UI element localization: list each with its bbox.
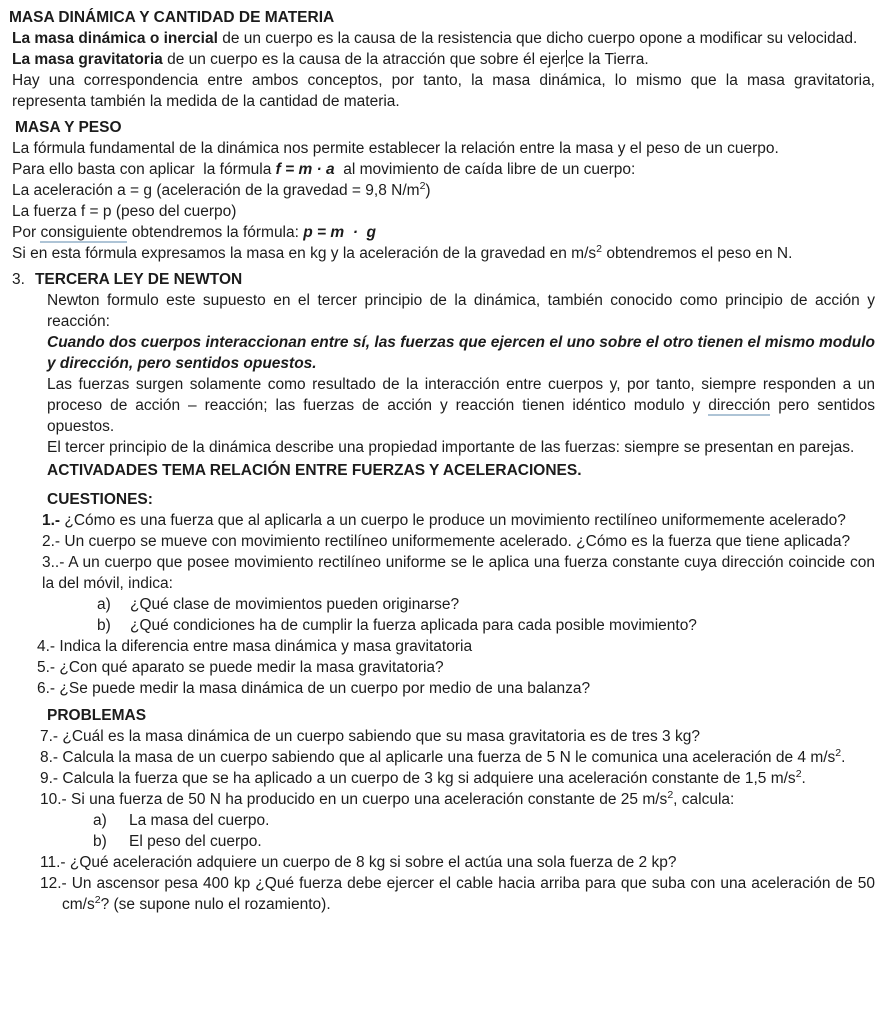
question-5: 5.- ¿Con qué aparato se puede medir la masa gravitatoria?	[37, 659, 444, 676]
problem-10-text: 10.- Si una fuerza de 50 N ha producido en un cuerpo una aceleración constante de 25 m/s	[40, 791, 668, 808]
newton-paragraph-4: El tercer principio de la dinámica describe una propiedad importante de las fuerzas: siempre se presentan en parejas.	[47, 439, 855, 456]
masa-peso-line-3	[12, 180, 875, 201]
item-b-label: b)	[97, 617, 111, 634]
superscript-2: 2	[835, 746, 842, 759]
intro-p2-text-after-caret: ce la Tierra.	[567, 51, 649, 68]
cuestiones-heading: CUESTIONES:	[47, 491, 153, 508]
masa-peso-line-2	[12, 159, 875, 180]
intro-p2-text-before-caret: de un cuerpo es la causa de la atracción que sobre él ejer	[162, 51, 566, 68]
item-b-text: ¿Qué condiciones ha de cumplir la fuerza aplicada para cada posible movimiento?	[130, 617, 697, 634]
superscript-2: 2	[94, 893, 101, 906]
item-b-label: b)	[93, 833, 107, 850]
masa-peso-l6-text-post: obtendremos el peso en N.	[602, 245, 793, 262]
masa-peso-l2-text: Para ello basta con aplicar la fórmula	[12, 161, 276, 178]
masa-peso-l3-text-post: )	[425, 182, 431, 199]
intro-p1-text: de un cuerpo es la causa de la resistencia que dicho cuerpo opone a modificar su velocidad.	[217, 30, 858, 47]
newton-section-heading	[12, 269, 875, 290]
newton-law-statement: Cuando dos cuerpos interaccionan entre sí, las fuerzas que ejercen el uno sobre el otro tienen el mismo modulo y dirección, pero sentidos opuestos.	[47, 334, 875, 372]
problemas-heading: PROBLEMAS	[47, 707, 147, 724]
newton-paragraph-1: Newton formulo este supuesto en el tercer principio de la dinámica, también conocido como principio de acción y reacción:	[47, 292, 875, 330]
item-a-text: La masa del cuerpo.	[129, 812, 270, 829]
newton-paragraph-3	[47, 374, 875, 437]
superscript-2: 2	[419, 179, 426, 192]
problem-10-text-post: , calcula:	[673, 791, 735, 808]
masa-peso-heading: MASA Y PESO	[15, 119, 122, 136]
problem-12-text-post: ? (se supone nulo el rozamiento).	[100, 896, 331, 913]
item-a-label: a)	[97, 596, 111, 613]
problem-9-text-post: .	[801, 770, 806, 787]
newton-p3-text: Las fuerzas surgen solamente como resultado de la interacción entre cuerpos y, por tanto, siempre responden a un proceso de acción – reacción; las fuerzas de acción y reacción tienen idéntico modulo y	[47, 376, 875, 414]
intro-p2-bold-lead: La masa gravitatoria	[12, 51, 163, 68]
item-b-text: El peso del cuerpo.	[129, 833, 262, 850]
superscript-2: 2	[795, 767, 802, 780]
masa-peso-line-5	[12, 222, 875, 243]
problem-10-item-a	[93, 810, 875, 831]
superscript-2: 2	[667, 788, 674, 801]
masa-peso-line-1: La fórmula fundamental de la dinámica nos permite establecer la relación entre la masa y el peso de un cuerpo.	[12, 140, 779, 157]
problem-8-text: 8.- Calcula la masa de un cuerpo sabiendo que al aplicarle una fuerza de 5 N le comunica una aceleración de 4 m/s	[40, 749, 836, 766]
masa-peso-l3-text: La aceleración a = g (aceleración de la gravedad = 9,8 N/m	[12, 182, 420, 199]
problem-9-text: 9.- Calcula la fuerza que se ha aplicado a un cuerpo de 3 kg si adquiere una aceleración constante de 1,5 m/s	[40, 770, 796, 787]
question-3-item-b	[97, 615, 875, 636]
problem-12-text: 12.- Un ascensor pesa 400 kp ¿Qué fuerza debe ejercer el cable hacia arriba para que suba con una aceleración de 50 cm/s	[40, 875, 875, 913]
problem-10-item-b	[93, 831, 875, 852]
problem-10	[12, 789, 875, 810]
masa-peso-line-4: La fuerza f = p (peso del cuerpo)	[12, 203, 237, 220]
problem-8-text-post: .	[841, 749, 846, 766]
formula-f-ma: f = m · a	[275, 161, 335, 178]
problem-12	[12, 873, 875, 915]
question-2: 2.- Un cuerpo se mueve con movimiento rectilíneo uniformemente acelerado. ¿Cómo es la fuerza que tiene aplicada?	[42, 533, 851, 550]
intro-paragraph-3: Hay una correspondencia entre ambos conceptos, por tanto, la masa dinámica, lo mismo que la masa gravitatoria, representa también la medida de la cantidad de materia.	[12, 72, 875, 110]
item-a-label: a)	[93, 812, 107, 829]
actividades-heading: ACTIVADADES TEMA RELACIÓN ENTRE FUERZAS Y ACELERACIONES.	[47, 462, 582, 479]
formula-p-mg: p = m · g	[303, 224, 377, 241]
intro-paragraph-1	[12, 28, 875, 49]
masa-peso-l6-text: Si en esta fórmula expresamos la masa en kg y la aceleración de la gravedad en m/s	[12, 245, 597, 262]
newton-p3-text-post: pero sentidos opuestos.	[47, 397, 875, 435]
intro-paragraph-2	[12, 49, 875, 70]
question-4: 4.- Indica la diferencia entre masa dinámica y masa gravitatoria	[37, 638, 473, 655]
problem-11: 11.- ¿Qué aceleración adquiere un cuerpo de 8 kg si sobre el actúa una sola fuerza de 2 kp?	[40, 854, 677, 871]
superscript-2: 2	[596, 242, 603, 255]
question-1	[42, 510, 875, 531]
masa-peso-line-6	[12, 243, 875, 264]
problem-7: 7.- ¿Cuál es la masa dinámica de un cuerpo sabiendo que su masa gravitatoria es de tres 3 kg?	[40, 728, 700, 745]
question-3-item-a	[97, 594, 875, 615]
item-a-text: ¿Qué clase de movimientos pueden originarse?	[130, 596, 460, 613]
newton-heading-text: TERCERA LEY DE NEWTON	[34, 271, 243, 288]
problem-8	[12, 747, 875, 768]
masa-peso-l5-text: Por	[12, 224, 41, 241]
question-1-number: 1.-	[42, 512, 61, 529]
problem-9	[12, 768, 875, 789]
section-number: 3.	[12, 271, 25, 288]
question-3: 3..- A un cuerpo que posee movimiento rectilíneo uniforme se le aplica una fuerza constante cuya dirección coincide con la del móvil, indica:	[42, 554, 875, 592]
masa-peso-l5-text-mid: obtendremos la fórmula:	[127, 224, 304, 241]
masa-peso-l2-text-post: al movimiento de caída libre de un cuerpo:	[334, 161, 636, 178]
doc-title: MASA DINÁMICA Y CANTIDAD DE MATERIA	[9, 9, 335, 26]
intro-p1-bold-lead: La masa dinámica o inercial	[12, 30, 218, 47]
question-6: 6.- ¿Se puede medir la masa dinámica de un cuerpo por medio de una balanza?	[37, 680, 591, 697]
spellcheck-underlined-word: consiguiente	[40, 224, 128, 241]
question-1-text: ¿Cómo es una fuerza que al aplicarla a un cuerpo le produce un movimiento rectilíneo uniformemente acelerado?	[60, 512, 846, 529]
spellcheck-underlined-word: dirección	[708, 397, 771, 414]
